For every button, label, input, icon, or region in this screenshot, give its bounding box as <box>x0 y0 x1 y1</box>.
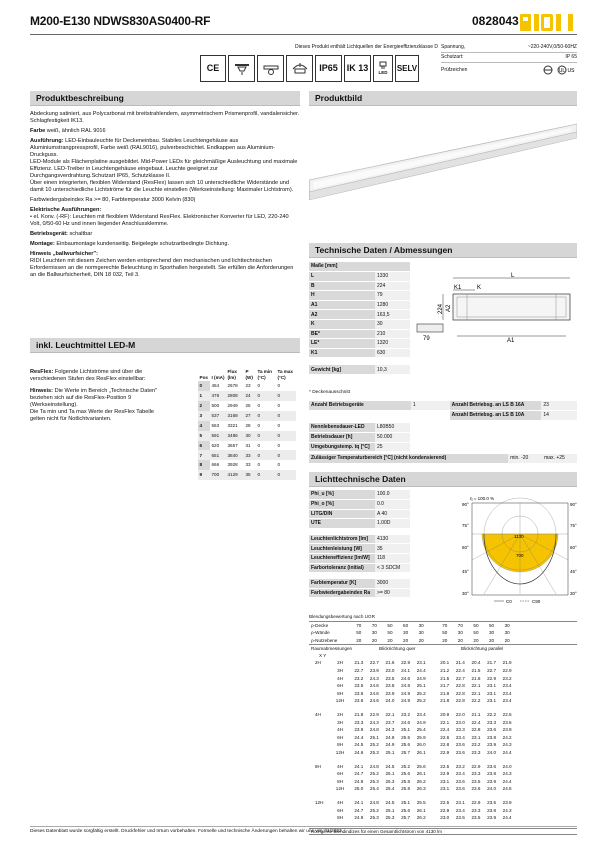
masse-row: H 79 <box>309 291 410 301</box>
ugr-row: 12H 24.6 25.3 25.1 25.7 26.1 22.9 23.6 23.3 24.0 24.4 <box>335 750 512 756</box>
ugr-row: ρ-Decke 70 70 50 50 30 70 70 50 50 30 <box>311 622 510 628</box>
footer-disclaimer: Dieses Datenblatt wurde sorgfältig erstellt. Druckfehler und Irrtum vorbehalten. Formelle und technische Änderungen behalten wir uns vor. 01/2023 <box>30 826 577 835</box>
ugr-row: 2H 2H 21.3 22.7 21.6 22.9 23.1 20.1 21.4 20.4 21.7 21.9 <box>315 660 512 666</box>
section-produktbild: Produktbild <box>309 91 577 106</box>
section-leuchtmittel: inkl. Leuchtmittel LED-M <box>30 338 300 353</box>
dim-79: 79 <box>423 336 430 342</box>
resflex-row: 8 666 3928 33 0 0 <box>198 460 296 470</box>
svg-text:UL: UL <box>558 67 566 74</box>
dim-a2: A2 <box>446 304 452 312</box>
licht-row: Farbwiedergabeindex Ra >= 80 <box>309 588 410 598</box>
ugr-table: Blendungsbewertung nach UGR ρ-Decke 70 70 50 50 30 70 70 50 50 30 ρ-Wände 50 30 50 30 30 50 30 50 30 30 ρ-Nutzebene 20 20 20 20 20 20 20 20 20 20 Raumabmessungen Blickrichtung quer Blickrichtung parallel X Y 2H 2H 21.3 22.7 21.6 22.9 23.1 20.1 21.4 20.4 21.7 21.9 3H 22.7 23.9 23.0 24.1 24.4 21.2 22.4 21.5 22.7 22.9 4H 23.2 24.3 23.5 24.6 24.9 21.5 22.7 21.8 22.9 23.2 6H 23.5 24.6 23.8 24.8 25.1 21.7 22.8 22.1 23.1 23.4 8H 23.6 24.6 23.9 24.9 25.2 21.8 22.8 22.1 23.1 23.4 12H 23.6 24.6 24.0 24.9 25.2 21.8 22.8 22.2 23.1 23.4 4H 2H 21.8 22.9 22.1 23.2 23.4 20.8 22.0 21.1 22.2 22.5 3H 23.3 24.3 23.7 24.6 24.9 22.1 23.0 22.4 23.3 23.6 4H 23.9 24.8 24.3 25.1 25.4 22.4 23.3 22.8 23.6 23.9 6H 24.4 25.1 24.8 25.5 25.9 22.6 23.4 23.1 23.8 24.2 8H 24.5 25.2 24.9 25.6 26.0 22.8 23.6 23.2 23.9 24.3 12H 24.6 25.3 25.1 25.7 26.1 22.9 23.6 23.3 24.0 24.4 8H 4H 24.1 24.8 24.5 25.2 25.6 22.5 23.2 22.9 23.6 24.0 6H 24.7 25.2 25.1 25.6 26.1 22.9 23.4 23.3 23.8 24.3 8H 24.9 25.3 25.3 25.8 26.2 23.1 23.6 23.5 23.9 24.4 12H 25.0 25.4 25.4 25.8 26.3 23.1 23.6 23.6 24.0 24.5 12H 4H 24.1 24.8 24.5 25.1 25.5 22.5 23.1 22.9 23.5 23.9 6H 24.7 25.2 25.1 25.6 26.1 22.9 23.4 23.3 23.8 24.3 8H 24.9 25.3 25.3 25.7 26.2 23.0 23.5 23.5 23.9 24.4 Korrigierte Blendindizes für einen Gesamtlichtstrom von 4130 lm <box>309 614 577 835</box>
svg-text:700: 700 <box>516 553 524 558</box>
resflex-row: 2 500 2949 25 0 0 <box>198 401 296 411</box>
ugr-row: 8H 23.6 24.6 23.9 24.9 25.2 21.8 22.8 22.1 23.1 23.4 <box>337 690 512 696</box>
licht-row: Leuchteneffizienz [lm/W] 118 <box>309 554 410 564</box>
spec-schutzart: Schutzart: IP 65 <box>441 53 577 64</box>
resflex-table: Pos I (mA) Flux (lm) P (W) Ta min (°C) Ta max (°C) 0 454 2678 23 0 0 1 476 2808 24 0 0 2 500 2949 25 0 0 3 537 3168 27 0 0 4 563 3321 28 0 0 5 591 3486 30 0 0 6 620 3657 31 0 0 7 651 3840 33 0 0 8 666 3928 33 0 0 9 700 4129 35 0 0 <box>198 369 296 480</box>
licht-row: Leuchtenlichtstrom [lm] 4130 <box>309 534 410 544</box>
svg-text:90°: 90° <box>570 502 577 507</box>
resflex-row: 7 651 3840 33 0 0 <box>198 450 296 460</box>
ugr-row: 6H 24.4 25.1 24.8 25.5 25.9 22.6 23.4 23.1 23.8 24.2 <box>337 734 512 740</box>
svg-text:45°: 45° <box>462 569 469 574</box>
section-technische-daten: Technische Daten / Abmessungen <box>309 243 577 258</box>
ugr-row: ρ-Nutzebene 20 20 20 20 20 20 20 20 20 20 <box>311 637 510 643</box>
ugr-row: 4H 23.2 24.3 23.5 24.6 24.9 21.5 22.7 21.8 22.9 23.2 <box>337 675 512 681</box>
led-row: Nennlebensdauer-LED L80B50 <box>309 423 410 433</box>
licht-row: LITG/DIN A 40 <box>309 509 410 519</box>
masse-row: BE* 210 <box>309 329 410 339</box>
licht-row: Phi_u [%] 100.0 <box>309 490 410 500</box>
masse-row: A2 163,5 <box>309 310 410 320</box>
product-image <box>309 110 577 238</box>
luminaire-icon <box>257 55 284 82</box>
polar-eta: η = 100.0 % <box>470 496 495 501</box>
ugr-row: 12H 23.6 24.6 24.0 24.9 25.2 21.8 22.8 22.2 23.1 23.4 <box>335 698 512 704</box>
led-icon: LED <box>373 55 393 82</box>
certification-icons <box>200 55 419 82</box>
ugr-row: 8H 24.5 25.2 24.9 25.6 26.0 22.8 23.6 23.2 23.9 24.3 <box>337 742 512 748</box>
ugr-row: 4H 2H 21.8 22.9 22.1 23.2 23.4 20.8 22.0 21.1 22.2 22.5 <box>315 712 512 718</box>
temperature-range: Zulässiger Temperaturbereich [°C] (nicht kondensierend) min. -20 max. +25 <box>309 454 577 464</box>
product-title: M200-E130 NDWS830AS0400-RF <box>30 14 211 28</box>
ik13-icon: IK 13 <box>344 55 371 82</box>
svg-text:60°: 60° <box>462 545 469 550</box>
led-row: Umgebungstemp. tq [°C] 25 <box>309 442 410 452</box>
masse-row: B 224 <box>309 281 410 291</box>
masse-row: LE* 1320 <box>309 339 410 349</box>
svg-text:C0: C0 <box>506 599 512 604</box>
dim-l: L <box>511 273 515 279</box>
led-row: Betriebsdauer [h] 50.000 <box>309 433 410 443</box>
ugr-row: 8H 24.9 25.3 25.3 25.7 26.2 23.0 23.5 23.5 23.9 24.4 <box>337 815 512 821</box>
ugr-row: 6H 24.7 25.2 25.1 25.6 26.1 22.9 23.4 23.3 23.8 24.3 <box>337 771 512 777</box>
ugr-row: 12H 4H 24.1 24.8 24.5 25.1 25.5 22.5 23.1 22.9 23.5 23.9 <box>315 799 512 805</box>
product-description: Abdeckung satiniert, aus Polycarbonat mit breitstrahlendem, asymmetrischem Prismenprofil, vandalensicher. Schlagfestigkeit IK13. Farbe weiß, ähnlich RAL 9016 Ausführung: LED-Einbauleuchte für Deckeneinbau. Stabiles Leuchtengehäuse aus Aluminiumstrangpressprofil, Farbe weiß (RAL9016), pulverbeschichtet. Endkappen aus Aluminium-Druckguss. LED-Module als Flächenplatine ausgebildet. Mid-Power LEDs für gleichmäßige Ausleuchtung und maximale Effizienz. LED-Treiber in Leuchtengehäuse eingebaut. Leuchte geeignet zur Durchgangsverdrahtung.Schutzart IP65, Schutzklasse II. Über einen integrierten, flexiblen Widerstand (ResFlex) lassen sich 10 unterschiedliche Widerstände und damit 10 unterschiedliche Lichtströme für die Leuchte einstellen (Werkseinstellung: Maximaler Lichtstrom). Farbwiedergabeindex Ra >= 80, Farbtemperatur 3000 Kelvin (830) Elektrische Ausführungen: • el. Konv. (-RF): Leuchten mit flexiblem Widerstand ResFlex. Elektronischer Konverter für LED, 220-240 Volt, 0/50-60 Hz und innen liegender Anschlussklemme. Betriebsgerät: schaltbar Montage: Einbaumontage kundenseitig. Beigelegte schutzartbedingte Dichtung. Hinweis „ballwurfsicher": RIDI Leuchten mit diesem Zeichen werden entsprechend den mechanischen und lichttechnischen Erfordernissen an die normgerechte Beleuchtung in Sporthallen hergestellt. Sie erfüllen die Anforderungen an die Ballwurfsicherheit, DIN 18 032, Teil 3. <box>30 111 300 278</box>
svg-text:C90: C90 <box>532 599 541 604</box>
deckenausschnitt-note: * Deckenausschnitt <box>309 390 351 395</box>
ugr-row: 8H 4H 24.1 24.8 24.5 25.2 25.6 22.5 23.2 22.9 23.6 24.0 <box>315 763 512 769</box>
emergency-icon <box>286 55 313 82</box>
spec-pruefzeichen: Prüfzeichen UL US <box>441 63 577 76</box>
svg-text:90°: 90° <box>462 502 469 507</box>
specs-box <box>441 42 577 77</box>
resflex-row: 1 476 2808 24 0 0 <box>198 391 296 401</box>
ceiling-mount-icon <box>228 55 255 82</box>
svg-text:30°: 30° <box>462 591 469 596</box>
licht-row: Leuchtenleistung [W] 35 <box>309 544 410 554</box>
selv-icon: SELV <box>395 55 419 82</box>
svg-text:1130: 1130 <box>514 534 524 539</box>
betriebsgeraete-table: Anzahl Betriebsgeräte 1 Anzahl Betriebsg. an LS B 16A 23 Anzahl Betriebsg. an LS B 10A 14 <box>309 401 577 421</box>
resflex-row: 4 563 3321 28 0 0 <box>198 421 296 431</box>
masse-row: A1 1280 <box>309 300 410 310</box>
svg-text:60°: 60° <box>570 545 577 550</box>
masse-row: K1 630 <box>309 348 410 358</box>
resflex-row: 0 454 2678 23 0 0 <box>198 381 296 391</box>
header-rule <box>30 34 577 35</box>
ugr-row: 8H 24.9 25.3 25.3 25.8 26.2 23.1 23.6 23.5 23.9 24.4 <box>337 778 512 784</box>
svg-text:75°: 75° <box>570 523 577 528</box>
dim-a1: A1 <box>507 338 515 344</box>
ce-icon: CE <box>200 55 226 82</box>
dimension-drawing <box>415 270 577 350</box>
ridi-logo <box>520 10 576 32</box>
ugr-row: 3H 22.7 23.9 23.0 24.1 24.4 21.2 22.4 21.5 22.7 22.9 <box>337 668 512 674</box>
licht-table <box>309 490 410 598</box>
svg-text:US: US <box>567 67 575 74</box>
licht-row: UTE 1.00D <box>309 519 410 529</box>
spec-spannung: Spannung, ~220-240V,0/50-60HZ <box>441 42 577 53</box>
licht-row: Farbortoleranz (initial) < 3 SDCM <box>309 563 410 573</box>
led-lifetime-table <box>309 423 410 452</box>
ugr-row: 4H 23.9 24.8 24.3 25.1 25.4 22.4 23.3 22.8 23.6 23.9 <box>337 727 512 733</box>
ugr-row: ρ-Wände 50 30 50 30 30 50 30 50 30 30 <box>311 630 510 636</box>
resflex-row: 5 591 3486 30 0 0 <box>198 431 296 441</box>
resflex-notes: ResFlex: Folgende Lichtströme sind über die verschiedenen Stufen des ResFlex einstellbar: Hinweis: Die Werte im Bereich „Technische Daten" beziehen sich auf die ResFlex-Position 9 (Werkseinstellung). Die Ta min und Ta max Werte der ResFlex Tabelle gelten nicht für Notlichtvarianten. <box>30 369 158 422</box>
polar-diagram <box>462 494 577 606</box>
ip65-icon: IP65 <box>315 55 342 82</box>
ballwurf-icon <box>542 65 554 75</box>
section-lichttechnische-daten: Lichttechnische Daten <box>309 472 577 487</box>
svg-text:45°: 45° <box>570 569 577 574</box>
licht-row: Farbtemperatur [K] 3000 <box>309 579 410 589</box>
article-number: 0828043 <box>472 14 519 28</box>
ugr-row: 12H 25.0 25.4 25.4 25.8 26.3 23.1 23.6 23.6 24.0 24.5 <box>335 786 512 792</box>
masse-table: Maße [mm] L 1330 B 224 H 79 A1 1280 A2 163,5 K 30 BE* 210 LE* 1320 K1 630 Gewicht [kg] 10,3 <box>309 262 410 375</box>
ugr-row: 3H 23.3 24.3 23.7 24.6 24.9 22.1 23.0 22.4 23.3 23.6 <box>337 719 512 725</box>
section-produktbeschreibung: Produktbeschreibung <box>30 91 300 106</box>
ul-mark-icon <box>557 65 577 75</box>
resflex-row: 9 700 4129 35 0 0 <box>198 470 296 480</box>
svg-text:75°: 75° <box>462 523 469 528</box>
ugr-row: 6H 24.7 25.2 25.1 25.6 26.1 22.9 23.4 23.3 23.8 24.3 <box>337 807 512 813</box>
energy-efficiency-note: Dieses Produkt enthält Lichtquellen der Energieeffizienzklasse D <box>294 44 438 50</box>
masse-row: K 30 <box>309 320 410 330</box>
dim-k1: K1 <box>454 285 462 291</box>
ugr-row: 6H 23.5 24.6 23.8 24.8 25.1 21.7 22.8 22.1 23.1 23.4 <box>337 683 512 689</box>
dim-224: 224 <box>438 303 444 314</box>
masse-row: L 1330 <box>309 272 410 282</box>
licht-row: Phi_o [%] 0.0 <box>309 500 410 510</box>
svg-text:30°: 30° <box>570 591 577 596</box>
resflex-row: 6 620 3657 31 0 0 <box>198 441 296 451</box>
resflex-row: 3 537 3168 27 0 0 <box>198 411 296 421</box>
dim-k: K <box>477 285 482 291</box>
